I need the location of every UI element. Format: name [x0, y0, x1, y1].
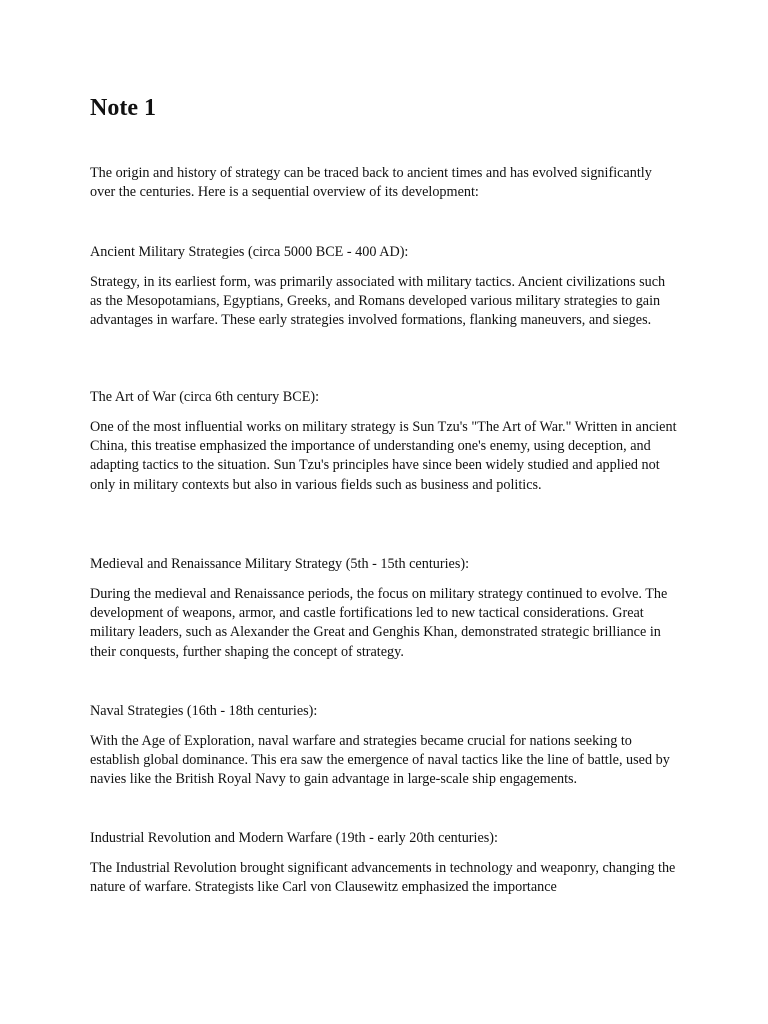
section-body-naval: With the Age of Exploration, naval warfare and strategies became crucial for nations seeking to establish global dominance. This era saw the emergence of naval tactics like the line of battle, used by navies like the British Royal Navy to gain advantage in large-scale ship engagements. — [90, 733, 670, 788]
page-title: Note 1 — [90, 95, 156, 121]
section-body-industrial: The Industrial Revolution brought significant advancements in technology and weaponry, changing the nature of warfare. Strategists like Carl von Clausewitz emphasized the importance — [90, 860, 676, 896]
section-heading-naval: Naval Strategies (16th - 18th centuries): — [90, 703, 318, 719]
section-heading-industrial: Industrial Revolution and Modern Warfare (19th - early 20th centuries): — [90, 830, 498, 846]
section-body-ancient: Strategy, in its earliest form, was primarily associated with military tactics. Ancient civilizations such as the Mesopotamians, Egyptians, Greeks, and Romans developed various military strategies to gain advantages in warfare. These early strategies involved formations, flanking maneuvers, and sieges. — [90, 274, 666, 329]
section-heading-medieval: Medieval and Renaissance Military Strategy (5th - 15th centuries): — [90, 556, 470, 572]
intro-paragraph: The origin and history of strategy can be traced back to ancient times and has evolved significantly over the centuries. Here is a sequential overview of its development: — [90, 165, 652, 201]
section-heading-art-of-war: The Art of War (circa 6th century BCE): — [90, 389, 320, 405]
section-heading-ancient: Ancient Military Strategies (circa 5000 BCE - 400 AD): — [90, 244, 409, 260]
section-body-medieval: During the medieval and Renaissance periods, the focus on military strategy continued to evolve. The development of weapons, armor, and castle fortifications led to new tactical considerations. Great military leaders, such as Alexander the Great and Genghis Khan, demonstrated strategic brilliance in their conquests, further shaping the concept of strategy. — [90, 586, 668, 660]
section-body-art-of-war: One of the most influential works on military strategy is Sun Tzu's "The Art of War." Written in ancient China, this treatise emphasized the importance of understanding one's enemy, using deception, and adapting tactics to the situation. Sun Tzu's principles have since been widely studied and applied not only in military contexts but also in various fields such as business and politics. — [90, 419, 677, 493]
